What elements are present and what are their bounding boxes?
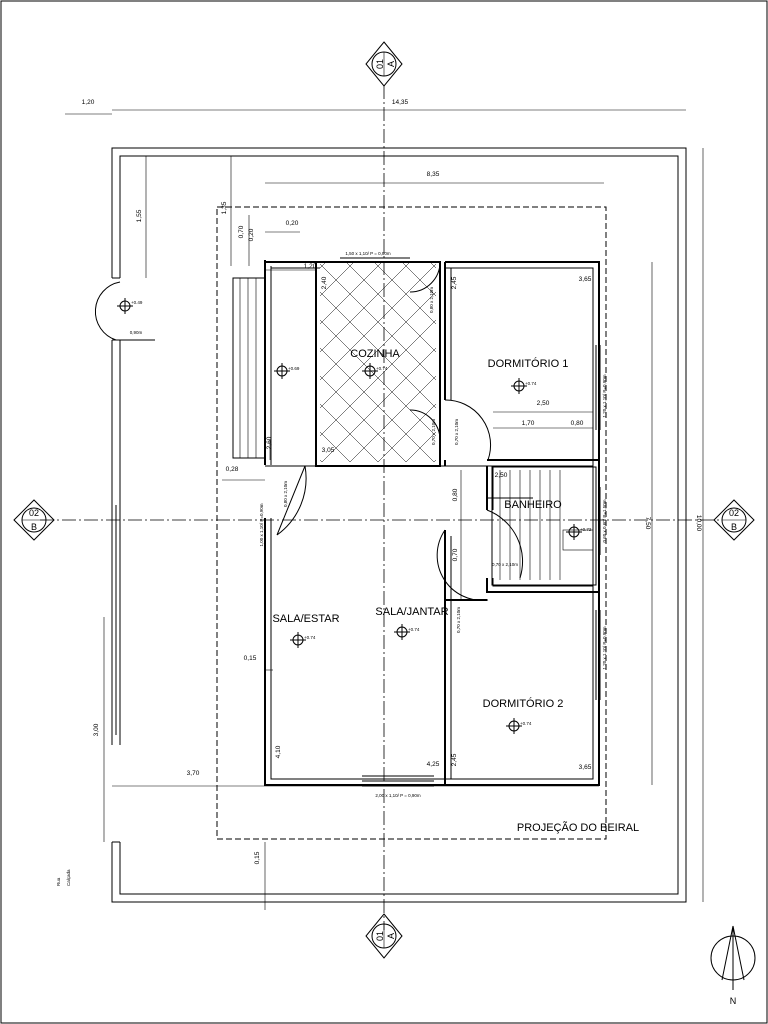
dim-2-45-dorm1: 2,45 — [451, 276, 458, 290]
dim-14-35: 14,35 — [391, 99, 409, 106]
dim-2-60: 2,60 — [266, 436, 273, 450]
window-kitchen-note: 1,50 x 1,10/ P = 0,90m — [345, 251, 391, 256]
room-dormitorio-1: DORMITÓRIO 1 — [487, 358, 569, 370]
dim-2-50: 2,50 — [536, 400, 550, 407]
door-dorm2-note: 0,70 x 2,10m — [456, 606, 461, 634]
dim-0-15a: 0,15 — [243, 655, 257, 662]
door-bathroom-note: 0,70 x 2,10m — [491, 562, 519, 567]
dim-0-80: 0,80 — [570, 420, 584, 427]
dim-3-65-dorm1: 3,65 — [578, 276, 592, 283]
level-sala-jantar: +0.74 — [408, 627, 420, 632]
dim-0-70-banheiro: 0,70 — [452, 548, 459, 562]
dim-1-20-mid: 1,20 — [303, 263, 317, 270]
level-dorm2: +0.74 — [520, 721, 532, 726]
dim-1-55: 1,55 — [136, 209, 143, 223]
section-marker-bottom — [366, 914, 402, 958]
room-sala-estar: SALA/ESTAR — [272, 613, 340, 625]
level-dorm1: +0.74 — [525, 381, 537, 386]
bathroom-fixtures — [487, 467, 596, 585]
level-garage: +0.49 — [131, 300, 143, 305]
door-living-note: 0,80 x 2,10m — [283, 480, 288, 508]
room-sala-jantar: SALA/JANTAR — [375, 606, 449, 618]
dim-2-40: 2,40 — [321, 276, 328, 290]
window-living-side-note: 1,00 x 1,10/ P=0,90m — [259, 503, 264, 547]
dim-0-28: 0,28 — [225, 466, 239, 473]
north-arrow-icon — [711, 926, 755, 1006]
dim-4-25: 4,25 — [426, 761, 440, 768]
level-sala-estar: +0.74 — [304, 635, 316, 640]
north-label: N — [729, 996, 737, 1006]
section-marker-right-num: 02 — [728, 508, 740, 518]
room-banheiro: BANHEIRO — [504, 499, 562, 511]
door-dorm1-note: 0,70 x 2,10m — [454, 418, 459, 446]
dim-0-20a: 0,20 — [248, 228, 255, 242]
section-marker-right — [714, 500, 754, 540]
street-label: Rua — [56, 877, 61, 886]
section-marker-bottom-num: 01 — [375, 930, 385, 942]
dim-2-50-banheiro: 2,50 — [494, 472, 508, 479]
dim-0-70: 0,70 — [238, 225, 245, 239]
window-dorm1-note: 1,20 x 1,10/ P=0,90m — [602, 374, 607, 418]
window-dorm2-note: 1,20 x 1,10/ P=0,90m — [602, 626, 607, 670]
level-banheiro: +0.72 — [580, 527, 592, 532]
dim-1-20-top: 1,20 — [81, 99, 95, 106]
dim-0-80-banheiro: 0,80 — [452, 488, 459, 502]
dim-2-45-dorm2: 2,45 — [451, 753, 458, 767]
room-cozinha: COZINHA — [350, 348, 400, 360]
dim-0-20b: 0,20 — [285, 220, 299, 227]
room-dormitorio-2: DORMITÓRIO 2 — [482, 698, 564, 710]
door-kitchen2-note: 0,70 x 2,10m — [431, 418, 436, 446]
dim-3-70: 3,70 — [186, 770, 200, 777]
level-cozinha: +0.74 — [376, 366, 388, 371]
roof-eave-label: PROJEÇÃO DO BEIRAL — [516, 822, 640, 834]
dim-3-00: 3,00 — [93, 723, 100, 737]
side-steps — [233, 278, 265, 458]
section-marker-top — [366, 42, 402, 86]
dim-1-35: 1,35 — [221, 201, 228, 215]
dim-0-90m: 0,90m — [129, 330, 143, 335]
window-living-note: 2,00 x 1,10/ P = 0,90m — [375, 793, 421, 798]
level-side: +0.69 — [288, 366, 300, 371]
sidewalk-label: Calçada — [66, 869, 71, 886]
door-kitchen1-note: 0,80 x 2,10m — [429, 286, 434, 314]
dim-3-65-dorm2: 3,65 — [578, 764, 592, 771]
section-marker-left-num: 02 — [28, 508, 40, 518]
section-marker-top-letter: A — [386, 60, 396, 68]
dim-4-10: 4,10 — [275, 745, 282, 759]
section-marker-left-letter: B — [30, 522, 38, 532]
window-bathroom-note: 0,60 x 0,60/ P=1,50m — [602, 499, 607, 543]
section-marker-top-num: 01 — [375, 58, 385, 70]
dim-0-15b: 0,15 — [254, 851, 261, 865]
dim-8-35: 8,35 — [426, 171, 440, 178]
section-marker-bottom-letter: A — [386, 932, 396, 940]
section-marker-right-letter: B — [730, 522, 738, 532]
dim-10-00: 10,00 — [695, 514, 702, 532]
dim-7-50: 7,50 — [644, 516, 651, 530]
dim-3-05: 3,05 — [321, 447, 335, 454]
dim-1-70: 1,70 — [521, 420, 535, 427]
